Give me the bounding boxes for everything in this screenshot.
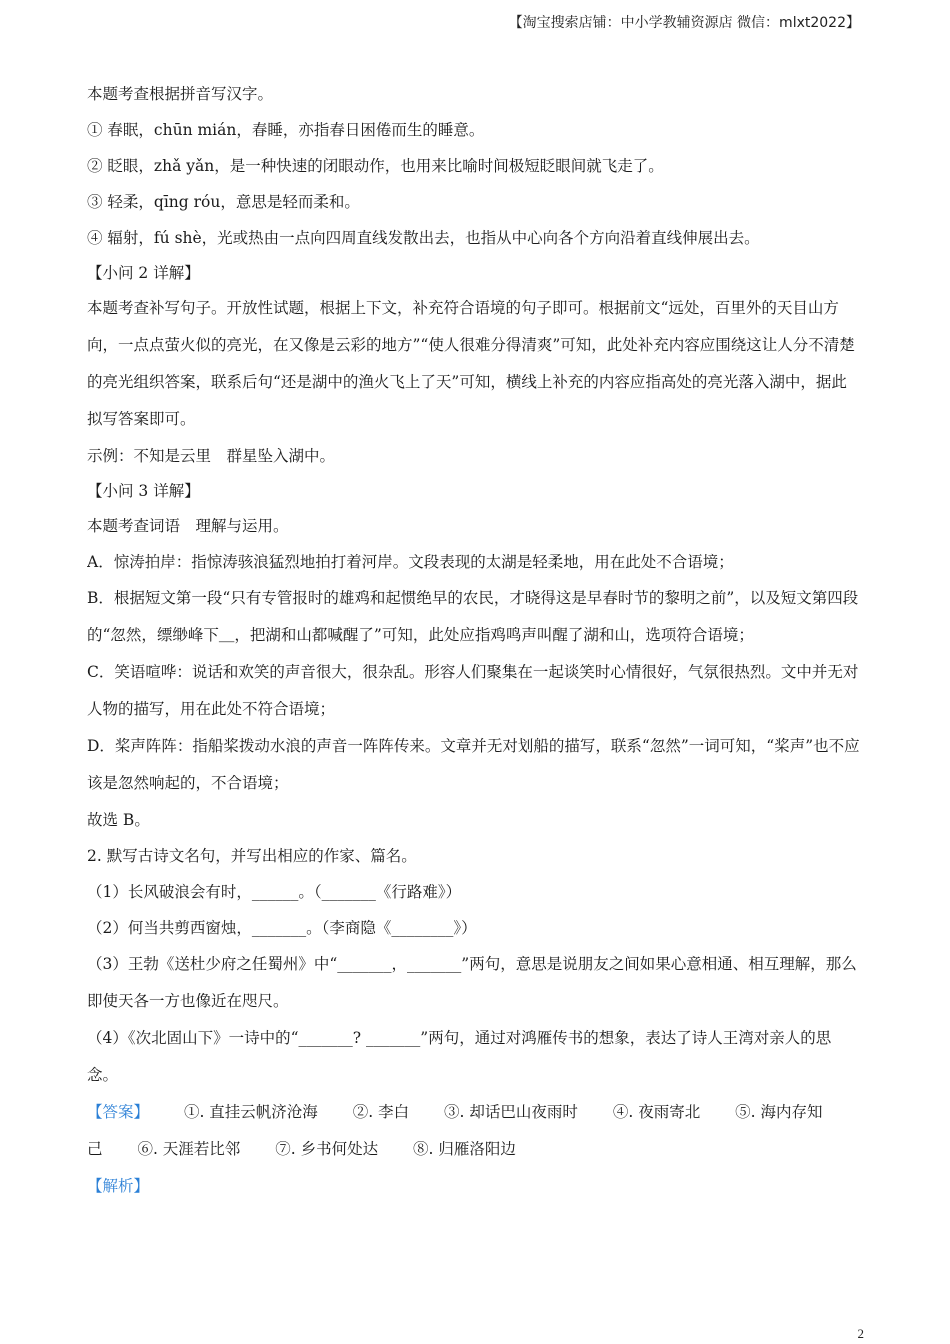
paragraph: 故选 B。 — [87, 811, 150, 829]
option-c: C．笑语喧哗：说话和欢笑的声音很大，很杂乱。形容人们聚集在一起谈笑时心情很好，气氛很热烈。文中并无对人物的描写，用在此处不符合语境； — [87, 663, 859, 718]
answer-label: 【答案】 — [87, 1103, 150, 1121]
answer-item: ⑦. 乡书何处达 — [275, 1140, 379, 1158]
answer-item: ⑥. 天涯若比邻 — [137, 1140, 241, 1158]
page-header: 【淘宝搜索店铺：中小学教辅资源店 微信：mlxt2022】 — [508, 15, 860, 31]
question-title: 2. 默写古诗文名句，并写出相应的作家、篇名。 — [87, 847, 417, 865]
paragraph: 本题考查根据拼音写汉字。 — [87, 85, 274, 103]
question-item: （3）王勃《送杜少府之任蜀州》中“_______，_______”两句，意思是说朋友之间如果心意相通、相互理解，那么即使天各一方也像近在咫尺。 — [87, 955, 857, 1010]
paragraph: 示例：不知是云里 群星坠入湖中。 — [87, 447, 336, 465]
paragraph: ② 眨眼，zhǎ yǎn，是一种快速的闭眼动作，也用来比喻时间极短眨眼间就飞走了。 — [87, 157, 664, 175]
question-item: （1）长风破浪会有时，______。（_______《行路难》） — [87, 883, 462, 901]
question-item: （2）何当共剪西窗烛，_______。（李商隐《________》） — [87, 919, 477, 937]
answer-line — [87, 1094, 862, 1168]
page-number: 2 — [857, 1326, 864, 1341]
answer-item: ⑧. 归雁洛阳边 — [413, 1140, 516, 1158]
paragraph: 本题考查补写句子。开放性试题，根据上下文，补充符合语境的句子即可。根据前文“远处，百里外的天目山方向，一点点萤火似的亮光，在又像是云彩的地方”“使人很难分得清爽”可知，此处补充内容应围绕这让人分不清楚的亮光组织答案，联系后句“还是湖中的渔火飞上了天”可知，横线上补充的内容应指高处的亮光落入湖中，据此拟写答案即可。 — [87, 299, 855, 428]
option-a: A．惊涛拍岸：指惊涛骇浪猛烈地拍打着河岸。文段表现的太湖是轻柔地，用在此处不合语境； — [87, 553, 734, 571]
answer-item: ①. 直挂云帆济沧海 — [183, 1103, 318, 1121]
option-d: D．桨声阵阵：指船桨拨动水浪的声音一阵阵传来。文章并无对划船的描写，联系“忽然”一词可知，“桨声”也不应该是忽然响起的，不合语境； — [87, 737, 860, 792]
answer-item: ④. 夜雨寄北 — [612, 1103, 701, 1121]
paragraph: ③ 轻柔，qīng róu，意思是轻而柔和。 — [87, 193, 360, 211]
answer-item: ②. 李白 — [352, 1103, 410, 1121]
option-b: B．根据短文第一段“只有专管报时的雄鸡和起惯绝早的农民，才晓得这是早春时节的黎明之前”，以及短文第四段的“忽然，缥缈峰下＿，把湖和山都喊醒了”可知，此处应指鸡鸣声叫醒了湖和山，选项符合语境； — [87, 589, 859, 644]
question-item: （4）《次北固山下》一诗中的“_______? _______”两句，通过对鸿雁传书的想象，表达了诗人王湾对亲人的思念。 — [87, 1029, 832, 1084]
section-heading: 【小问 3 详解】 — [87, 482, 200, 500]
paragraph: ④ 辐射，fú shè，光或热由一点向四周直线发散出去，也指从中心向各个方向沿着直线伸展出去。 — [87, 229, 760, 247]
analysis-label: 【解析】 — [87, 1177, 150, 1195]
answer-item: ③. 却话巴山夜雨时 — [444, 1103, 578, 1121]
answer-item: ⑤. 海内存知己 — [87, 1103, 823, 1158]
paragraph: 本题考查词语 理解与运用。 — [87, 517, 289, 535]
document-body — [87, 76, 862, 1204]
section-heading: 【小问 2 详解】 — [87, 264, 200, 282]
paragraph: ① 春眠，chūn mián，春睡，亦指春日困倦而生的睡意。 — [87, 121, 485, 139]
